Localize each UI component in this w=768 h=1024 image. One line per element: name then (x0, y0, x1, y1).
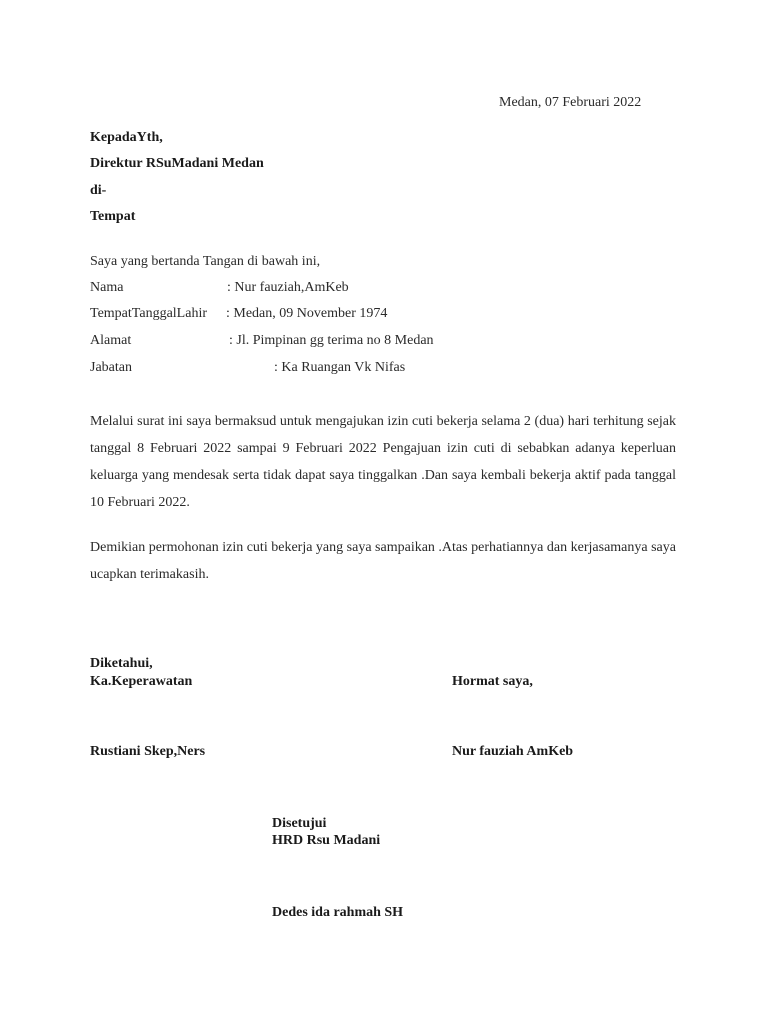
nama-value: : Nur fauziah,AmKeb (227, 280, 349, 295)
sign-center-name: Dedes ida rahmah SH (272, 905, 404, 920)
sign-left-name: Rustiani Skep,Ners (90, 744, 206, 759)
jabatan-value: : Ka Ruangan Vk Nifas (274, 360, 406, 375)
recipient-place: Tempat (90, 209, 136, 224)
sign-left-position: Ka.Keperawatan (90, 674, 193, 689)
intro-text: Saya yang bertanda Tangan di bawah ini, (90, 254, 321, 269)
alamat-value: : Jl. Pimpinan gg terima no 8 Medan (229, 333, 434, 348)
recipient-di: di- (90, 183, 107, 198)
sign-right-greeting: Hormat saya, (452, 674, 533, 689)
sign-center-position: HRD Rsu Madani (272, 833, 381, 848)
nama-label: Nama (90, 280, 124, 295)
letter-date: Medan, 07 Februari 2022 (499, 95, 642, 110)
body-paragraph-2: Demikian permohonan izin cuti bekerja yang saya sampaikan .Atas perhatiannya dan kerjasamanya saya ucapkan terimakasih. (90, 540, 676, 582)
body-paragraph-1: Melalui surat ini saya bermaksud untuk mengajukan izin cuti bekerja selama 2 (dua) hari terhitung sejak tanggal 8 Februari 2022 sampai 9 Februari 2022 Pengajuan izin cuti di sebabkan adanya keperluan keluarga yang mendesak serta tidak dapat saya tinggalkan .Dan saya kembali bekerja aktif pada tanggal 10 Februari 2022. (90, 414, 676, 510)
recipient-title: Direktur RSuMadani Medan (90, 156, 264, 171)
sign-center-approved: Disetujui (272, 816, 327, 831)
sign-left-known: Diketahui, (90, 656, 153, 671)
jabatan-label: Jabatan (90, 360, 132, 375)
ttl-label: TempatTanggalLahir (90, 306, 207, 321)
recipient-salutation: KepadaYth, (90, 130, 163, 145)
ttl-value: : Medan, 09 November 1974 (226, 306, 388, 321)
sign-right-name: Nur fauziah AmKeb (452, 744, 574, 759)
alamat-label: Alamat (90, 333, 132, 348)
